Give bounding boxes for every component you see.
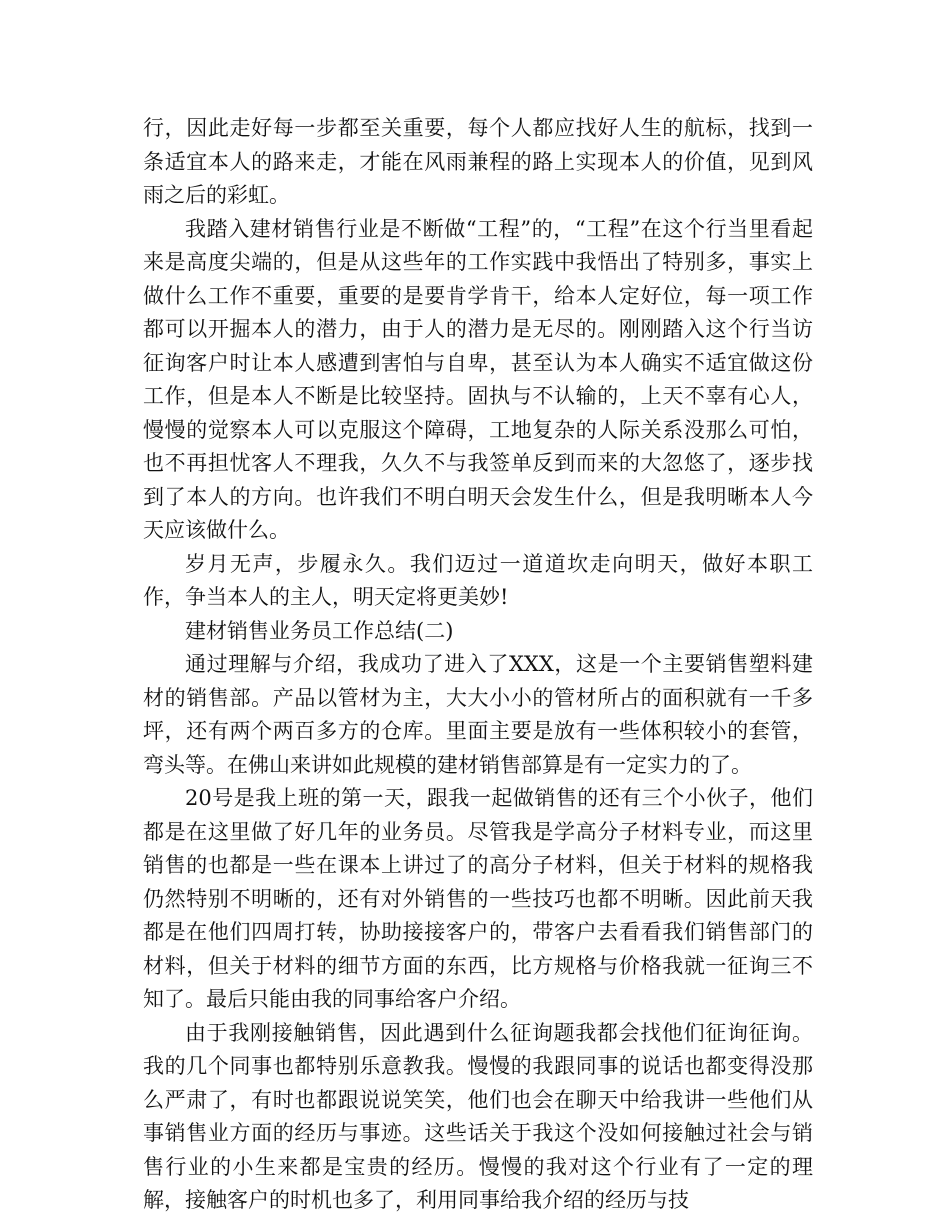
paragraph-5: 20号是我上班的第一天，跟我一起做销售的还有三个小伙子，他们都是在这里做了好几年的业务员。尽管我是学高分子材料专业，而这里销售的也都是一些在课本上讲过了的高分子材料，但关于材料的规格我仍然特别不明晰的，还有对外销售的一些技巧也都不明晰。因此前天我都是在他们四周打转，协助接接客户的，带客户去看看我们销售部门的材料，但关于材料的细节方面的东西，比方规格与价格我就一征询三不知了。最后只能由我的同事给客户介绍。	[143, 786, 813, 1011]
paragraph-3: 岁月无声，步履永久。我们迈过一道道坎走向明天，做好本职工作，争当本人的主人，明天定将更美妙!	[143, 551, 813, 609]
paragraph-6: 由于我刚接触销售，因此遇到什么征询题我都会找他们征询征询。我的几个同事也都特别乐意教我。慢慢的我跟同事的说话也都变得没那么严肃了，有时也都跟说说笑笑，他们也会在聊天中给我讲一些他们从事销售业方面的经历与事迹。这些话关于我这个没如何接触过社会与销售行业的小生来都是宝贵的经历。慢慢的我对这个行业有了一定的理解，接触客户的时机也多了，利用同事给我介绍的经历与技	[143, 1020, 813, 1212]
paragraph-4: 通过理解与介绍，我成功了进入了XXX，这是一个主要销售塑料建材的销售部。产品以管材为主，大大小小的管材所占的面积就有一千多坪，还有两个两百多方的仓库。里面主要是放有一些体积较小的套管，弯头等。在佛山来讲如此规模的建材销售部算是有一定实力的了。	[143, 652, 813, 777]
section-heading: 建材销售业务员工作总结(二)	[185, 618, 454, 643]
paragraph-2: 我踏入建材销售行业是不断做“工程”的，“工程”在这个行当里看起来是高度尖端的，但是从这些年的工作实践中我悟出了特别多，事实上做什么工作不重要，重要的是要肯学肯干，给本人定好位，每一项工作都可以开掘本人的潜力，由于人的潜力是无尽的。刚刚踏入这个行当访征询客户时让本人感遭到害怕与自卑，甚至认为本人确实不适宜做这份工作，但是本人不断是比较坚持。固执与不认输的，上天不辜有心人，慢慢的觉察本人可以克服这个障碍，工地复杂的人际关系没那么可怕，也不再担忧客人不理我，久久不与我签单反到而来的大忽悠了，逐步找到了本人的方向。也许我们不明白明天会发生什么，但是我明晰本人今天应该做什么。	[143, 216, 813, 542]
paragraph-1: 行，因此走好每一步都至关重要，每个人都应找好人生的航标，找到一条适宜本人的路来走，才能在风雨兼程的路上实现本人的价值，见到风雨之后的彩虹。	[143, 116, 813, 207]
document-body	[143, 112, 813, 1218]
